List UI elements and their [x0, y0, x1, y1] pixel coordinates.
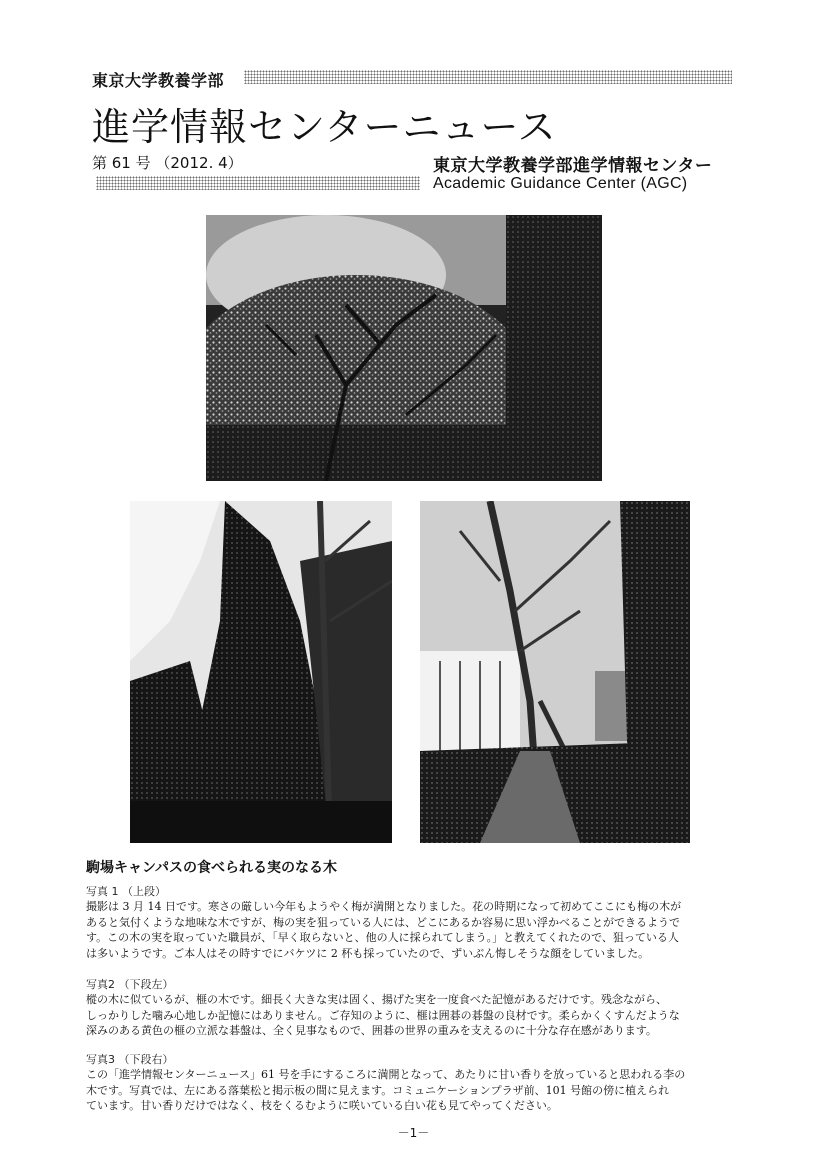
section-heading-photo-1: 写真 1 （上段）: [86, 885, 166, 898]
text-line: 樅の木に似ているが、榧の木です。細長く大きな実は固く、揚げた実を一度食べた記憶があるだけです。残念ながら、: [86, 993, 668, 1006]
newsletter-title: 進学情報センターニュース: [92, 105, 557, 149]
center-name-jp: 東京大学教養学部進学情報センター: [433, 156, 713, 176]
article-title: 駒場キャンパスの食べられる実のなる木: [86, 860, 338, 876]
center-name-en: Academic Guidance Center (AGC): [433, 175, 688, 192]
section-body-photo-1: [86, 899, 750, 961]
section-body-photo-3: [86, 1067, 750, 1114]
photo-plum-tree: [206, 215, 602, 481]
text-line: す。この木の実を取っていた職員が、「早く取らないと、他の人に採られてしまう。」と教えてくれたので、狙っている人: [86, 931, 679, 944]
text-line: この「進学情報センターニュース」61 号を手にするころに満開となって、あたりに甘い香りを放っていると思われる李の: [86, 1068, 686, 1081]
section-heading-photo-2: 写真2 （下段左）: [86, 978, 174, 991]
text-line: ています。甘い香りだけではなく、枝をくるむように咲いている白い花も見てやってください。: [86, 1099, 558, 1112]
section-body-photo-2: [86, 992, 750, 1039]
text-line: 深みのある黄色の榧の立派な碁盤は、全く見事なもので、囲碁の世界の重みを支えるのに十分な存在感があります。: [86, 1024, 657, 1037]
photo-sumomo-tree: [420, 501, 690, 843]
text-line: 撮影は 3 月 14 日です。寒さの厳しい今年もようやく梅が満開となりました。花の時期になって初めてここにも梅の木が: [86, 900, 682, 913]
header-dotted-rule: [244, 70, 732, 84]
photo-kaya-tree: [130, 501, 392, 843]
text-line: あると気付くような地味な木ですが、梅の実を狙っている人には、どこにあるか容易に思い浮かべることができるようで: [86, 915, 680, 929]
text-line: は多いようです。ご本人はその時すでにバケツに 2 杯も採っていたので、ずいぶん悔しそうな顔をしていました。: [86, 946, 650, 960]
page-number: －1－: [397, 1126, 430, 1140]
issue-dotted-rule: [96, 176, 420, 190]
issue-number: 第 61 号 （2012. 4）: [92, 154, 243, 172]
faculty-name: 東京大学教養学部: [92, 71, 225, 90]
section-heading-photo-3: 写真3 （下段右）: [86, 1053, 174, 1066]
text-line: 木です。写真では、左にある落葉松と掲示板の間に見えます。コミュニケーションプラザ前、101 号館の傍に植えられ: [86, 1083, 670, 1097]
text-line: しっかりした噛み心地しか記憶にはありません。ご存知のように、榧は囲碁の碁盤の良材です。柔らかくくすんだような: [86, 1008, 680, 1022]
